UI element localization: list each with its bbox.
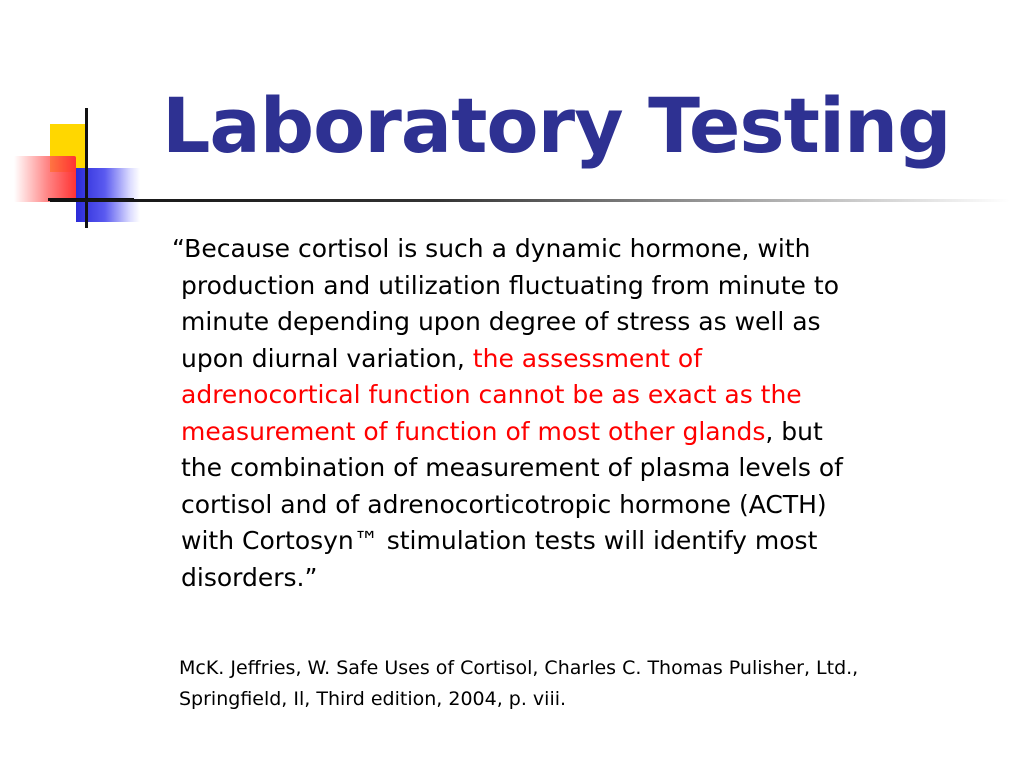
colored-squares-crosshair-icon <box>12 108 142 230</box>
quote-highlight-line: adrenocortical function cannot be as exact as the <box>181 380 802 409</box>
quote-line: with Cortosyn™ stimulation tests will identify most <box>181 526 818 555</box>
quote-line: production and utilization fluctuating from minute to <box>181 270 839 300</box>
citation-line: Springfield, Il, Third edition, 2004, p. viii. <box>179 688 567 710</box>
quote-line: “Because cortisol is such a dynamic hormone, with <box>172 234 811 263</box>
red-square <box>14 156 76 202</box>
quote-highlight: measurement of function of most other glands <box>181 416 766 446</box>
quote-line <box>181 414 981 451</box>
quote-line: minute depending upon degree of stress as well as <box>181 307 821 336</box>
slide-title: Laboratory Testing <box>162 81 951 170</box>
quote-text: upon diurnal variation, <box>181 343 473 373</box>
title-underline <box>50 199 1010 202</box>
citation-line: McK. Jeffries, W. Safe Uses of Cortisol, Charles C. Thomas Pulisher, Ltd., <box>179 657 859 679</box>
quote-line: disorders.” <box>181 562 318 592</box>
quote-body <box>172 231 981 596</box>
quote-highlight: the assessment of <box>472 343 702 373</box>
quote-text: , but <box>765 416 823 446</box>
citation <box>179 653 1009 715</box>
logo-vertical-line <box>85 108 88 228</box>
quote-line: the combination of measurement of plasma levels of <box>181 453 843 482</box>
quote-line <box>181 341 981 378</box>
quote-line: cortisol and of adrenocorticotropic hormone (ACTH) <box>181 489 827 519</box>
